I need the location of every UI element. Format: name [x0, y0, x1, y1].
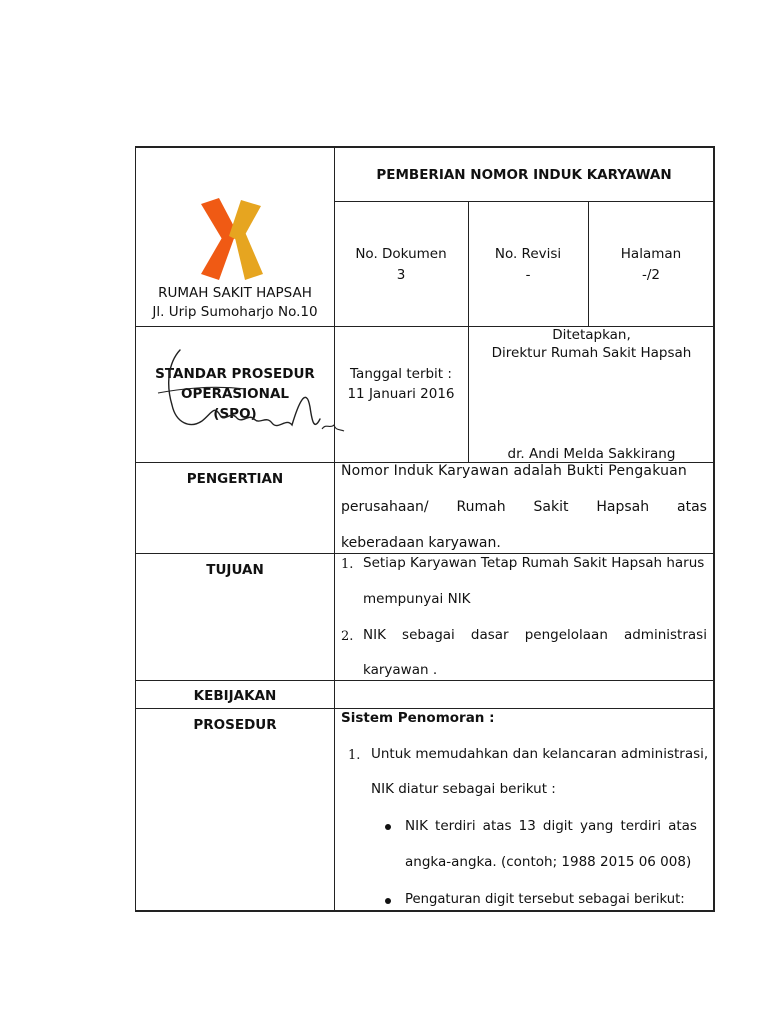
tujuan-word: sebagai [402, 627, 455, 643]
bullet1-word: yang [579, 818, 614, 834]
prosedur-item1-number: 1. [348, 748, 361, 763]
table-border-left [135, 146, 136, 912]
page-value: -/2 [641, 267, 660, 283]
prosedur-bullet1-line1 [405, 818, 697, 834]
prosedur-item1-line1: Untuk memudahkan dan kelancaran administrasi, [371, 746, 709, 762]
pengertian-line2 [341, 499, 707, 515]
tujuan-word: dasar [470, 627, 509, 643]
hospital-name: RUMAH SAKIT HAPSAH [158, 285, 312, 301]
bullet1-word: digit [542, 818, 573, 834]
tujuan-label: TUJUAN [206, 562, 264, 578]
row-line-kebijakan [135, 708, 715, 709]
prosedur-bullet2: Pengaturan digit tersebut sebagai berikut: [405, 892, 685, 907]
prosedur-bullet1-line2: angka-angka. (contoh; 1988 2015 06 008) [405, 854, 692, 870]
tujuan-word: administrasi [623, 627, 707, 643]
tujuan-item2-line2: karyawan . [363, 662, 438, 678]
document-title: PEMBERIAN NOMOR INDUK KARYAWAN [376, 167, 672, 183]
tujuan-item2-line1 [363, 627, 707, 643]
pengertian-word: atas [677, 499, 707, 515]
issue-date-value: 11 Januari 2016 [347, 386, 455, 402]
row-line-tujuan [135, 680, 715, 681]
approved-name: dr. Andi Melda Sakkirang [507, 446, 676, 462]
row-line-title [334, 201, 715, 202]
prosedur-label: PROSEDUR [193, 717, 277, 733]
bullet-icon [385, 898, 391, 904]
table-border-top [135, 146, 715, 148]
doc-no-label: No. Dokumen [355, 246, 447, 262]
pengertian-word: Rumah [456, 499, 506, 515]
signature-icon [150, 345, 350, 445]
spo-title-line1: STANDAR PROSEDUR [155, 366, 315, 382]
logo-shape-orange-bottom [201, 230, 237, 280]
approved-title: Direktur Rumah Sakit Hapsah [491, 345, 692, 361]
spo-title-line2: OPERASIONAL [180, 386, 289, 402]
row-line-pengertian [135, 553, 715, 554]
approved-label: Ditetapkan, [552, 327, 631, 343]
pengertian-label: PENGERTIAN [186, 471, 284, 487]
bullet1-word: atas [668, 818, 697, 834]
hospital-address: Jl. Urip Sumoharjo No.10 [152, 304, 318, 320]
pengertian-word: perusahaan/ [341, 499, 429, 515]
tujuan-item1-line2: mempunyai NIK [363, 591, 471, 607]
bullet1-word: atas [482, 818, 512, 834]
tujuan-word: pengelolaan [524, 627, 608, 643]
kebijakan-label: KEBIJAKAN [193, 688, 277, 704]
bullet1-word: terdiri [620, 818, 661, 834]
bullet1-word: NIK [405, 818, 428, 834]
revision-label: No. Revisi [494, 246, 562, 262]
tujuan-word: NIK [363, 627, 386, 643]
pengertian-line3: keberadaan karyawan. [341, 535, 501, 551]
doc-no-value: 3 [396, 267, 406, 283]
table-border-bottom [135, 910, 715, 912]
spo-title-line3: (SPO) [213, 406, 257, 422]
tujuan-item1-number: 1. [341, 557, 354, 572]
pengertian-line1: Nomor Induk Karyawan adalah Bukti Pengakuan [341, 463, 688, 479]
bullet1-word: 13 [518, 818, 536, 834]
hospital-logo-icon [197, 196, 269, 282]
pengertian-word: Hapsah [596, 499, 650, 515]
pengertian-word: Sakit [533, 499, 569, 515]
bullet1-word: terdiri [435, 818, 476, 834]
prosedur-item1-line2: NIK diatur sebagai berikut : [371, 781, 556, 797]
issue-date-label: Tanggal terbit : [350, 366, 452, 382]
tujuan-item1-line1: Setiap Karyawan Tetap Rumah Sakit Hapsah harus [363, 555, 705, 571]
tujuan-item2-number: 2. [341, 629, 354, 644]
column-line-page [588, 201, 589, 326]
revision-value: - [525, 267, 531, 283]
prosedur-heading: Sistem Penomoran : [341, 710, 495, 726]
bullet-icon [385, 824, 391, 830]
logo-shape-gold-bottom [235, 232, 263, 280]
page-label: Halaman [620, 246, 682, 262]
